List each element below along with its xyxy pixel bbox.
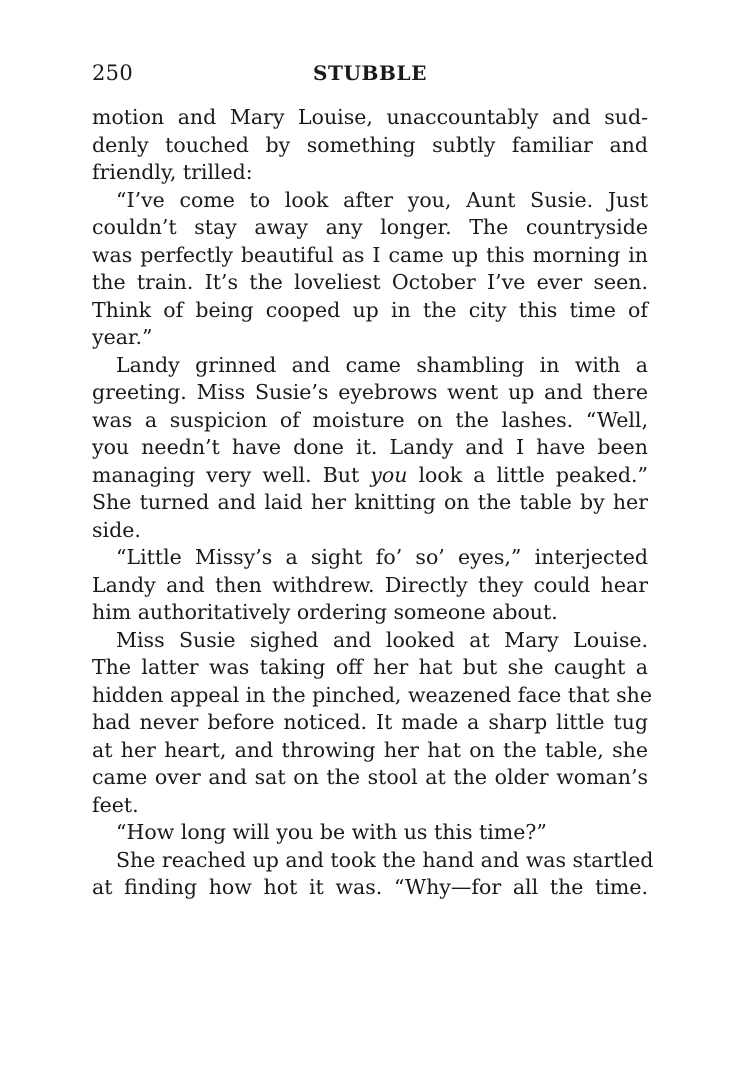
text-line: She reached up and took the hand and was startled [116,847,654,872]
text-line: denly touched by something subtly familiar and [92,132,648,157]
text-line: him authoritatively ordering someone about. [92,600,558,624]
text-line: The latter was taking off her hat but she caught a [92,655,648,679]
text-line: Landy grinned and came shambling in with a [116,352,648,377]
emphasis-text: you [370,462,408,487]
text-line: Landy and then withdrew. Directly they could hear [92,572,648,597]
text-line: you needn’t have done it. Landy and I have been [92,435,648,459]
text-line: She turned and laid her knitting on the table by her [92,490,648,514]
text-line: year.” [92,325,153,349]
text-line: was perfectly beautiful as I came up this morning in [92,242,648,267]
text-line: had never before noticed. It made a sharp little tug [92,710,648,734]
text-line [92,462,648,490]
text-line: “Little Missy’s a sight fo’ so’ eyes,” interjected [116,545,648,569]
text-line: “I’ve come to look after you, Aunt Susie. Just [116,187,648,212]
text-line: friendly, trilled: [92,160,253,184]
text-line: was a suspicion of moisture on the lashes. “Well, [92,407,648,432]
text-line: feet. [92,792,139,817]
running-head: STUBBLE [312,61,428,85]
text-line: hidden appeal in the pinched, weazened face that she [92,682,652,707]
text-line: motion and Mary Louise, unaccountably and sud- [92,105,648,129]
text-line: Miss Susie sighed and looked at Mary Louise. [116,627,648,652]
text-segment: look a little peaked.” [407,462,648,487]
text-segment: managing very well. But [92,462,371,487]
text-line: at her heart, and throwing her hat on the table, she [92,737,648,762]
body-text [92,104,654,902]
text-line: came over and sat on the stool at the older woman’s [92,765,648,789]
text-line: greeting. Miss Susie’s eyebrows went up and there [92,380,648,404]
text-line: at finding how hot it was. “Why—for all the time. [92,875,648,899]
page-number: 250 [92,61,133,85]
text-line: Think of being cooped up in the city this time of [92,297,648,322]
text-line: “How long will you be with us this time?” [116,820,547,844]
text-line: the train. It’s the loveliest October I’ve ever seen. [92,270,648,294]
page-header [92,61,648,91]
text-line: side. [92,517,141,542]
text-line: couldn’t stay away any longer. The countryside [92,215,648,239]
